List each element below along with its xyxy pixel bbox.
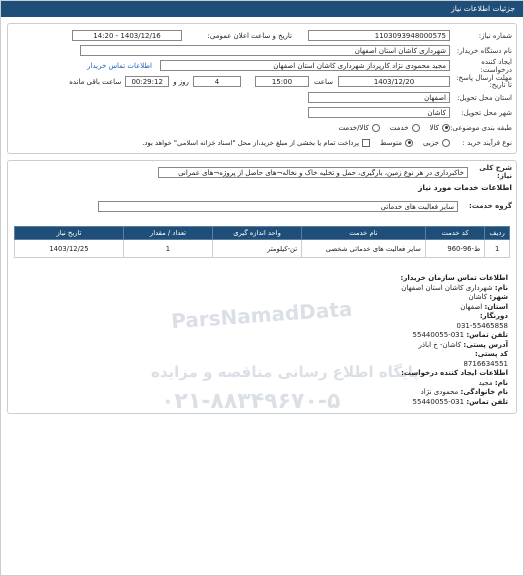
contact-postal: کد پستی: 8716634551 [463,350,508,368]
creator-last-name: نام خانوادگی: محمودی نژاد [420,388,508,396]
creator-first-name: نام: مجید [478,378,508,387]
need-details-panel [7,160,517,414]
creator-field: مجید محمودی نژاد کارپرداز شهرداری کاشان استان اصفهان [160,60,450,71]
city-field: کاشان [308,107,450,118]
contact-province: استان: اصفهان [460,302,508,311]
col-row: ردیف [485,227,510,240]
radio-empty-icon [442,139,450,147]
col-name: نام خدمت [302,227,426,240]
payment-note: پرداخت تمام یا بخشی از مبلغ خرید،از محل "اسناد خزانه اسلامی" خواهد بود. [142,138,360,147]
summary-label: شرح کلی نیاز: [479,164,512,180]
col-unit: واحد اندازه گیری [213,227,302,240]
buyer-label: نام دستگاه خریدار: [456,46,512,55]
radio-selected-icon [442,124,450,132]
group-field: سایر فعالیت های خدماتی [98,201,458,212]
table-row [15,240,510,258]
page-header [1,1,523,17]
group-label: گروه خدمت: [469,202,512,210]
creator-label: ایجاد کننده درخواست: [480,57,512,74]
process-row [8,135,516,150]
need-number-label: شماره نیاز: [478,31,512,40]
deadline-label: مهلت ارسال پاسخ: تا تاریخ: [456,73,512,89]
contact-name: نام: شهرداری کاشان استان اصفهان [401,283,508,292]
days-label: روز و [173,77,189,86]
creator-phone: تلفن تماس: 031-55440055 [412,397,508,406]
category-radio-goods-service[interactable]: کالا/خدمت [338,124,379,132]
contact-phone: تلفن تماس: 031-55440055 [412,331,508,339]
process-radio-medium[interactable]: متوسط [380,139,413,147]
summary-row [8,164,516,180]
page-title: جزئیات اطلاعات نیاز [451,4,515,13]
table-header-row [15,227,510,240]
contact-city: شهر: کاشان [468,293,508,301]
category-row [8,120,516,135]
services-table [14,226,510,258]
need-number-field: 1103093948000575 [308,30,450,41]
contact-title: اطلاعات تماس سازمان خریدار: [400,274,508,282]
cell-code: ط-96-960 [425,240,484,258]
radio-empty-icon [412,124,420,132]
services-title: اطلاعات خدمات مورد نیاز [418,183,512,192]
need-number-row [8,28,516,43]
remaining-field: 00:29:12 [125,76,169,87]
contact-address: آدرس پستی: کاشان- خ اباذر [418,340,508,349]
city-row [8,105,516,120]
buyer-contact-link[interactable]: اطلاعات تماس خریدار [87,61,152,70]
summary-field: خاکبرداری در هر نوع زمین، بارگیری، حمل و تخلیه خاک و نخاله¬های حاصل از پروژه¬های عمرانی [158,167,468,178]
watermark-line2: ۰۲۱-۸۸۳۴۹۶۷۰-۵ [161,389,341,414]
creator-row [8,58,516,73]
announce-field: 1403/12/16 - 14:20 [72,30,182,41]
cell-qty: 1 [123,240,212,258]
col-date: تاریخ نیاز [15,227,124,240]
contact-block [8,274,508,407]
need-info-panel [7,23,517,154]
col-code: کد خدمت [425,227,484,240]
category-label: طبقه بندی موضوعی: [450,123,512,132]
province-label: استان محل تحویل: [457,93,512,102]
creator-title: اطلاعات ایجاد کننده درخواست: [401,369,508,377]
days-field: 4 [193,76,241,87]
deadline-time-field: 15:00 [255,76,309,87]
services-table-wrap [14,226,510,258]
announce-label: تاریخ و ساعت اعلان عمومی: [207,31,292,40]
category-radio-service[interactable]: خدمت [390,124,420,132]
city-label: شهر محل تحویل: [461,108,512,117]
category-radio-goods[interactable]: کالا [430,124,450,132]
watermark-brand: ParsNamadData [170,296,354,334]
deadline-row [8,73,516,90]
cell-unit: تن-کیلومتر [213,240,302,258]
treasury-checkbox[interactable] [362,139,370,147]
radio-empty-icon [372,124,380,132]
process-radio-partial[interactable]: جزیی [423,139,450,147]
cell-row: 1 [485,240,510,258]
contact-fax: دورنگار: 031-55465858 [456,312,508,330]
deadline-date-field: 1403/12/20 [338,76,450,87]
cell-date: 1403/12/25 [15,240,124,258]
deadline-hour-label: ساعت [313,77,333,86]
cell-name: سایر فعالیت های خدماتی شخصی [302,240,426,258]
province-row [8,90,516,105]
process-label: نوع فرآیند خرید : [462,138,512,147]
watermark-line1: پایگاه اطلاع رسانی مناقصه و مزایده [151,363,419,381]
buyer-row [8,43,516,58]
buyer-field: شهرداری کاشان استان اصفهان [80,45,450,56]
group-row [8,198,516,214]
radio-selected-icon [405,139,413,147]
province-field: اصفهان [308,92,450,103]
col-qty: تعداد / مقدار [123,227,212,240]
remaining-label: ساعت باقی مانده [69,77,122,86]
